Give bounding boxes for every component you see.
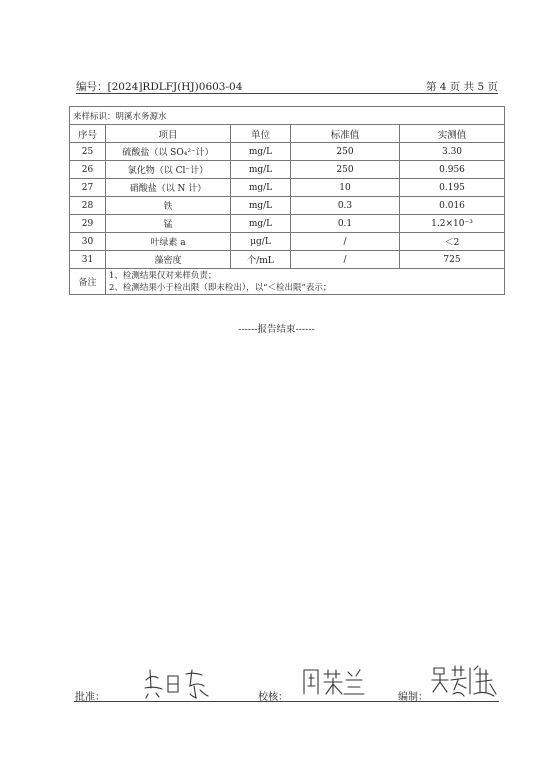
preparer-signature	[430, 664, 500, 700]
signature-rule	[74, 701, 499, 702]
row-unit: mg/L	[231, 215, 291, 233]
column-header: 单位	[231, 125, 291, 143]
row-standard: 0.1	[291, 215, 400, 233]
table-row	[70, 179, 505, 197]
table-row	[70, 143, 505, 161]
table-row	[70, 251, 505, 269]
table-row	[70, 215, 505, 233]
row-unit: mg/L	[231, 179, 291, 197]
column-header: 项目	[106, 125, 231, 143]
row-item: 硫酸盐（以 SO₄²⁻计）	[106, 143, 231, 161]
row-measured: 3.30	[400, 143, 505, 161]
report-end-marker: ------报告结束------	[238, 324, 315, 335]
notes-label: 备注	[70, 269, 106, 295]
header-row	[70, 125, 505, 143]
report-number: 编号：[2024]RDLFJ(HJ)0603-04	[76, 81, 243, 93]
row-number: 25	[70, 143, 106, 161]
sample-row	[70, 107, 505, 125]
row-number: 28	[70, 197, 106, 215]
table-row	[70, 161, 505, 179]
row-standard: /	[291, 251, 400, 269]
row-unit: μg/L	[231, 233, 291, 251]
row-measured: 0.016	[400, 197, 505, 215]
column-header: 实测值	[400, 125, 505, 143]
row-item: 藻密度	[106, 251, 231, 269]
row-unit: mg/L	[231, 143, 291, 161]
row-measured: ＜2	[400, 233, 505, 251]
row-number: 31	[70, 251, 106, 269]
row-unit: 个/mL	[231, 251, 291, 269]
row-measured: 725	[400, 251, 505, 269]
row-standard: /	[291, 233, 400, 251]
row-number: 26	[70, 161, 106, 179]
approve-label: 批准：	[75, 692, 105, 703]
column-header: 标准值	[291, 125, 400, 143]
row-item: 硝酸盐（以 N 计）	[106, 179, 231, 197]
note-line: 1、检测结果仅对来样负责；	[109, 270, 217, 281]
sample-label: 来样标识：明溪水务源水	[70, 107, 505, 125]
notes-cell	[106, 269, 505, 295]
review-label: 校核：	[258, 692, 288, 703]
note-line: 2、检测结果小于检出限（即未检出），以“＜检出限”表示；	[109, 282, 332, 293]
row-standard: 250	[291, 143, 400, 161]
row-measured: 1.2×10⁻³	[400, 215, 505, 233]
table-row	[70, 197, 505, 215]
row-number: 30	[70, 233, 106, 251]
column-header: 序号	[70, 125, 106, 143]
row-unit: mg/L	[231, 197, 291, 215]
row-item: 锰	[106, 215, 231, 233]
reviewer-signature	[300, 664, 366, 698]
table-row	[70, 233, 505, 251]
row-unit: mg/L	[231, 161, 291, 179]
row-standard: 250	[291, 161, 400, 179]
prepare-label: 编制：	[398, 692, 428, 703]
row-item: 叶绿素 a	[106, 233, 231, 251]
row-measured: 0.195	[400, 179, 505, 197]
row-standard: 10	[291, 179, 400, 197]
approver-signature	[142, 666, 212, 700]
page-indicator: 第 4 页 共 5 页	[425, 81, 498, 93]
row-item: 氯化物（以 Cl⁻计）	[106, 161, 231, 179]
row-standard: 0.3	[291, 197, 400, 215]
row-number: 29	[70, 215, 106, 233]
row-number: 27	[70, 179, 106, 197]
notes-row	[70, 269, 505, 295]
document-header	[76, 79, 498, 93]
row-measured: 0.956	[400, 161, 505, 179]
results-table	[69, 106, 505, 295]
header-rule	[76, 93, 498, 94]
row-item: 铁	[106, 197, 231, 215]
